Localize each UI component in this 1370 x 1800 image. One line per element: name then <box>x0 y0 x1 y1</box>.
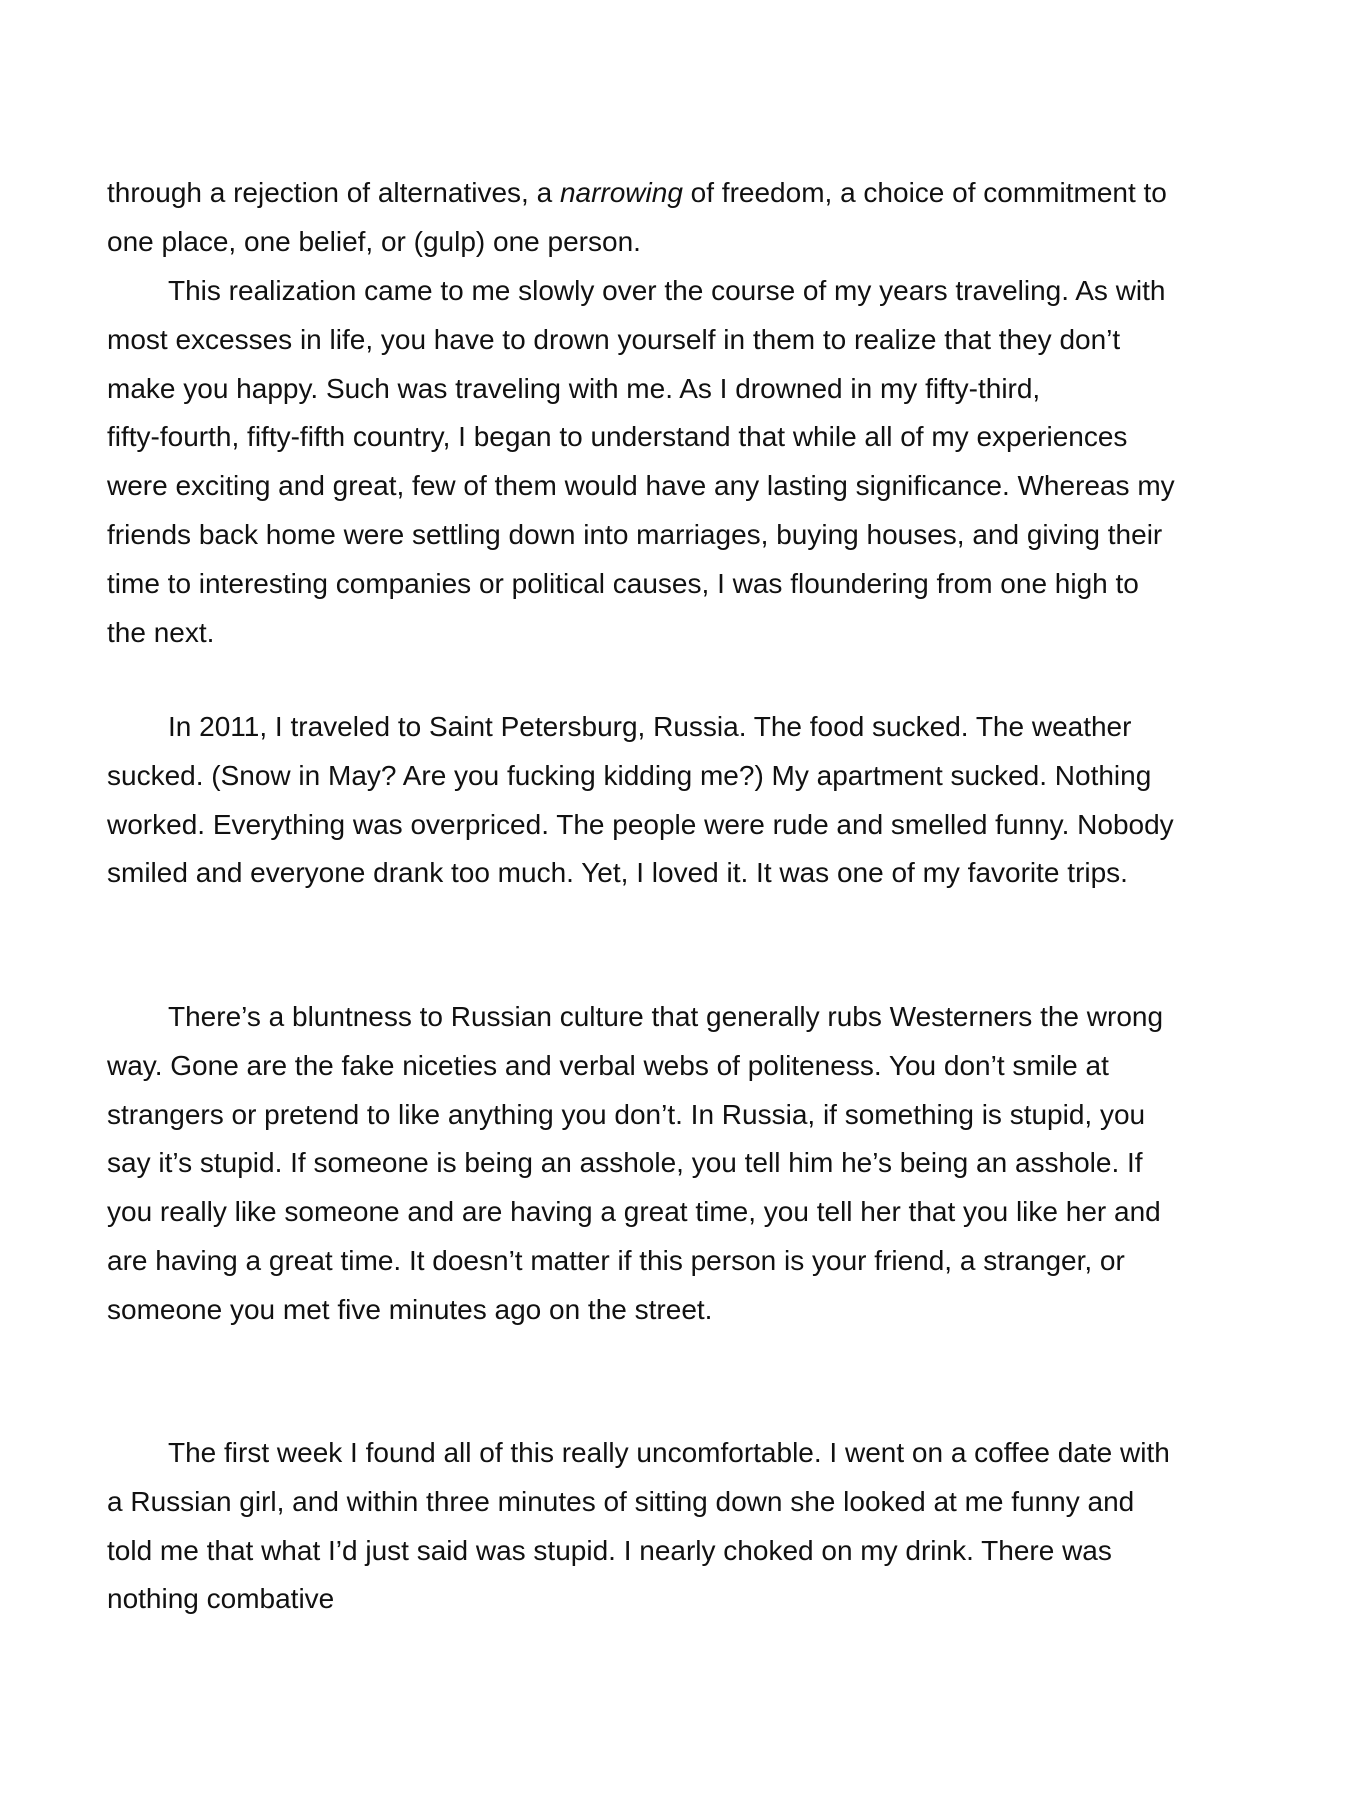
text-line: were exciting and great, few of them would have any lasting significance. Whereas my <box>107 470 1175 502</box>
paragraph-bluntness <box>107 993 1277 1335</box>
text-line: told me that what I’d just said was stupid. I nearly choked on my drink. There was <box>107 1534 1112 1566</box>
text-line: time to interesting companies or political causes, I was floundering from one high to <box>107 567 1139 599</box>
emphasized-word: narrowing <box>559 177 683 208</box>
text-line: most excesses in life, you have to drown yourself in them to realize that they don’t <box>107 323 1121 355</box>
text-line: This realization came to me slowly over the course of my years traveling. As with <box>168 275 1166 306</box>
text-line: say it’s stupid. If someone is being an asshole, you tell him he’s being an asshole. If <box>107 1147 1143 1179</box>
paragraph-continuation <box>107 169 1277 267</box>
text-line: someone you met five minutes ago on the street. <box>107 1293 713 1325</box>
paragraph-first-week <box>107 1429 1277 1624</box>
text-line: through a rejection of alternatives, a narrowing of freedom, a choice of commitment to <box>107 177 1167 208</box>
text-line: you really like someone and are having a great time, you tell her that you like her and <box>107 1196 1161 1228</box>
text-line: In 2011, I traveled to Saint Petersburg, Russia. The food sucked. The weather <box>168 711 1132 742</box>
text-line: one place, one belief, or (gulp) one person. <box>107 225 641 257</box>
text-line: friends back home were settling down into marriages, buying houses, and giving their <box>107 518 1163 550</box>
text-line: nothing combative <box>107 1583 335 1615</box>
paragraph-realization <box>107 267 1277 657</box>
paragraph-russia <box>107 703 1277 898</box>
text-line: are having a great time. It doesn’t matter if this person is your friend, a stranger, or <box>107 1244 1125 1276</box>
text-line: the next. <box>107 616 215 648</box>
text-line: make you happy. Such was traveling with me. As I drowned in my fifty-third, <box>107 372 1041 404</box>
text-line: sucked. (Snow in May? Are you fucking kidding me?) My apartment sucked. Nothing <box>107 759 1152 791</box>
text-line: smiled and everyone drank too much. Yet, I loved it. It was one of my favorite trips. <box>107 857 1128 889</box>
text-line: worked. Everything was overpriced. The people were rude and smelled funny. Nobody <box>107 808 1174 840</box>
text-line: a Russian girl, and within three minutes of sitting down she looked at me funny and <box>107 1485 1135 1517</box>
text-line: strangers or pretend to like anything you don’t. In Russia, if something is stupid, you <box>107 1098 1146 1130</box>
text-line: There’s a bluntness to Russian culture that generally rubs Westerners the wrong <box>168 1001 1164 1032</box>
text-line: way. Gone are the fake niceties and verbal webs of politeness. You don’t smile at <box>107 1049 1109 1081</box>
text-line: The first week I found all of this really uncomfortable. I went on a coffee date with <box>168 1437 1170 1468</box>
text-line: fifty-fourth, fifty-fifth country, I began to understand that while all of my experiences <box>107 421 1128 453</box>
